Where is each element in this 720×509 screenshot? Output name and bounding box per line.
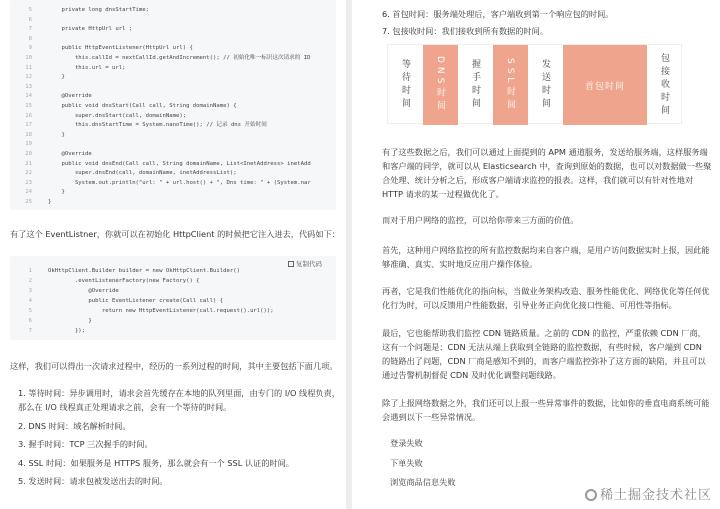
- code-line: [10, 64, 336, 72]
- right-page: [352, 0, 720, 509]
- line-number: 21: [25, 160, 32, 167]
- code-text: this.url = url;: [48, 64, 126, 71]
- line-number: 24: [25, 189, 32, 196]
- line-number: 5: [28, 7, 32, 13]
- code-line: [10, 16, 336, 24]
- code-text: super.dnsEnd(call, domainName, inetAddressList);: [48, 170, 237, 177]
- paragraph-line: 和客户端的同学，就可以从 Elasticsearch 中，查询到原始的数据，也可以对数据做一些聚: [382, 161, 712, 171]
- paragraph-line: 再者，它是我们性能优化的指向标，当做业务架构改造、服务性能优化、网络优化等任何优: [382, 286, 710, 296]
- list-item: 3. 握手时间：TCP 三次握手的时间。: [18, 439, 153, 449]
- line-number: 2: [28, 278, 32, 284]
- request-timing-diagram: [387, 44, 682, 124]
- code-text: @Override: [48, 93, 92, 100]
- code-text: public HttpEventListener(HttpUrl url) {: [48, 45, 193, 52]
- paragraph-line: 有了这些数据之后，我们可以通过上面提到的 APM 通道服务，发送给服务端，这样服务端: [382, 147, 708, 157]
- line-number: 5: [28, 308, 32, 314]
- line-number: 13: [25, 83, 32, 90]
- line-number: 7: [28, 26, 32, 33]
- code-line: [10, 131, 336, 139]
- line-number: 16: [25, 112, 32, 119]
- paragraph-line: 通过告警机制督促 CDN 及时优化调整问题线路。: [382, 370, 561, 380]
- code-text: @Override: [48, 151, 92, 157]
- code-text: private long dnsStartTime;: [48, 7, 150, 13]
- line-number: 1: [28, 268, 32, 274]
- line-number: 7: [28, 328, 32, 334]
- list-item: 5. 发送时间：请求包被发送出去的时间。: [18, 476, 168, 486]
- code-text: this.callId = nextCallId.getAndIncrement(); // 初始化唯一标识这次请求的 ID: [48, 55, 311, 61]
- list-item: 浏览商品信息失败: [390, 477, 456, 487]
- code-line: [10, 267, 336, 275]
- line-number: 6: [28, 318, 32, 324]
- code-text: }: [48, 199, 52, 205]
- code-text: public void dnsEnd(Call call, String domainName, List<InetAddress> inetAdd: [48, 160, 311, 167]
- code-line: [10, 287, 336, 295]
- watermark-text: 稀土掘金技术社区: [599, 488, 712, 503]
- code-line: [10, 140, 336, 148]
- line-number: 22: [25, 170, 32, 177]
- code-text: }: [48, 189, 65, 196]
- watermark: [585, 484, 712, 503]
- code-line: [10, 92, 336, 100]
- code-text: this.dnsStartTime = System.nanoTime(); // 记录 dns 开始时间: [48, 122, 267, 129]
- code-text: OkHttpClient.Builder builder = new OkHttpClient.Builder(): [48, 268, 240, 274]
- list-item: 6. 首包时间：服务端处理后，客户端收到第一个响应包的时间。: [382, 9, 614, 19]
- code-text: });: [48, 328, 86, 334]
- code-line: [10, 6, 336, 14]
- code-line: [10, 160, 336, 168]
- code-text: }: [48, 318, 92, 324]
- code-text: }: [48, 131, 65, 138]
- line-number: 8: [28, 35, 32, 42]
- juejin-logo-icon: [585, 489, 597, 501]
- paragraph-line: 首先，这种用户网络监控的所有监控数据均来自客户端，是用户访问数据实时上报，因此能: [382, 245, 710, 255]
- copy-code-label: 复制代码: [296, 260, 322, 268]
- code-line: [10, 112, 336, 120]
- code-block-client-builder: [10, 256, 336, 340]
- code-line: [10, 83, 336, 91]
- code-line: [10, 307, 336, 315]
- list-item: 下单失败: [390, 458, 423, 468]
- diagram-segment-ssl: SSL时间: [493, 45, 528, 125]
- diagram-segment-wait: 等待时间: [400, 59, 410, 111]
- line-number: 11: [25, 64, 32, 71]
- list-item: 那么在 I/O 线程真正处理请求之前，会有一个等待的时间。: [18, 402, 232, 412]
- code-text: public void dnsStart(Call call, String domainName) {: [48, 103, 237, 109]
- line-number: 20: [25, 151, 32, 157]
- line-number: 15: [25, 103, 32, 109]
- paragraph-line: 而对于用户网络的监控，可以给你带来三方面的价值。: [382, 215, 579, 225]
- diagram-segment-receive: 包接收时间: [659, 52, 669, 118]
- code-text: super.dnsStart(call, domainName);: [48, 112, 187, 119]
- code-text: return new HttpEventListener(call.request().url());: [48, 308, 274, 314]
- code-line: [10, 169, 336, 177]
- code-text: .eventListenerFactory(new Factory() {: [48, 278, 200, 284]
- paragraph-line: 化行为时，可以反馈用户性能数据，引导业务正向优化接口性能、可用性等指标。: [382, 300, 677, 310]
- paragraph-line: 的链路出了问题，CDN 厂商是感知不到的，而客户端监控弥补了这方面的缺陷，并且可以: [382, 356, 706, 366]
- code-text: System.out.println("url: " + url.host() + ", Dns time: " + (System.nar: [48, 179, 311, 186]
- line-number: 14: [25, 93, 32, 100]
- paragraph-line: 会遇到以下一些异常情况。: [382, 412, 481, 422]
- code-line: [10, 277, 336, 285]
- code-block-event-listener: [10, 0, 336, 210]
- line-number: 9: [28, 45, 32, 52]
- line-number: 12: [25, 74, 32, 81]
- code-line: [10, 35, 336, 43]
- line-number: 6: [28, 16, 32, 23]
- code-line: [10, 198, 336, 206]
- paragraph-line: 除了上报网络数据之外，我们还可以上报一些异常事件的数据，比如你的垂直电商系统可能: [382, 398, 710, 408]
- paragraph-inject-listener: 有了这个 EventListner，你就可以在初始化 HttpClient 的时候把它注入进去，代码如下：: [10, 229, 340, 239]
- line-number: 10: [25, 55, 32, 61]
- code-line: [10, 150, 336, 158]
- left-page: [0, 0, 346, 509]
- code-line: [10, 102, 336, 110]
- code-line: [10, 317, 336, 325]
- code-line: [10, 188, 336, 196]
- code-text: public EventListener create(Call call) {: [48, 298, 224, 304]
- diagram-segment-send: 发送时间: [540, 59, 550, 111]
- line-number: 3: [28, 288, 32, 294]
- code-line: [10, 25, 336, 33]
- list-item: 4. SSL 时间：如果服务是 HTTPS 服务，那么就会有一个 SSL 认证的时间。: [18, 458, 294, 468]
- list-item: 2. DNS 时间：域名解析时间。: [18, 421, 131, 431]
- paragraph-line: 合处理、统计分析之后，形成客户端请求监控的报表。这样，我们就可以有针对性地对: [382, 175, 694, 185]
- code-text: @Override: [48, 288, 119, 294]
- line-number: 23: [25, 179, 32, 186]
- diagram-segment-handshake: 握手时间: [470, 59, 480, 111]
- code-line: [10, 73, 336, 81]
- line-number: 19: [25, 141, 32, 148]
- list-item: 7. 包接收时间：我们接收到所有数据的时间。: [382, 26, 548, 36]
- diagram-segment-dns: DNS时间: [423, 45, 458, 125]
- line-number: 18: [25, 131, 32, 138]
- list-item: 1. 等待时间：异步调用时，请求会首先缓存在本地的队列里面，由专门的 I/O 线程负责，: [18, 388, 340, 398]
- code-line: [10, 179, 336, 187]
- code-line: [10, 327, 336, 335]
- paragraph-timing-intro: 这样，我们可以得出一次请求过程中，经历的一系列过程的时间，其中主要包括下面几项。: [10, 361, 338, 371]
- paragraph-line: 这有一个问题是：CDN 无法从端上获取到全链路的监控数据，有些时候，客户端到 CDN: [382, 342, 702, 352]
- code-line: [10, 54, 336, 62]
- line-number: 17: [25, 122, 32, 129]
- paragraph-line: HTTP 请求的某一过程做优化了。: [382, 189, 504, 199]
- code-line: [10, 44, 336, 52]
- code-line: [10, 297, 336, 305]
- list-item: 登录失败: [390, 438, 423, 448]
- paragraph-line: 够准确、真实、实时地反应用户操作体验。: [382, 259, 538, 269]
- code-line: [10, 121, 336, 129]
- code-text: }: [48, 74, 65, 81]
- line-number: 25: [25, 199, 32, 205]
- line-number: 4: [28, 298, 32, 304]
- code-text: private HttpUrl url ;: [48, 26, 133, 33]
- paragraph-line: 最后，它也能帮助我们监控 CDN 链路质量。之前的 CDN 的监控，严重依赖 CDN 厂商，: [382, 328, 706, 338]
- diagram-segment-first-packet: 首包时间: [563, 45, 647, 125]
